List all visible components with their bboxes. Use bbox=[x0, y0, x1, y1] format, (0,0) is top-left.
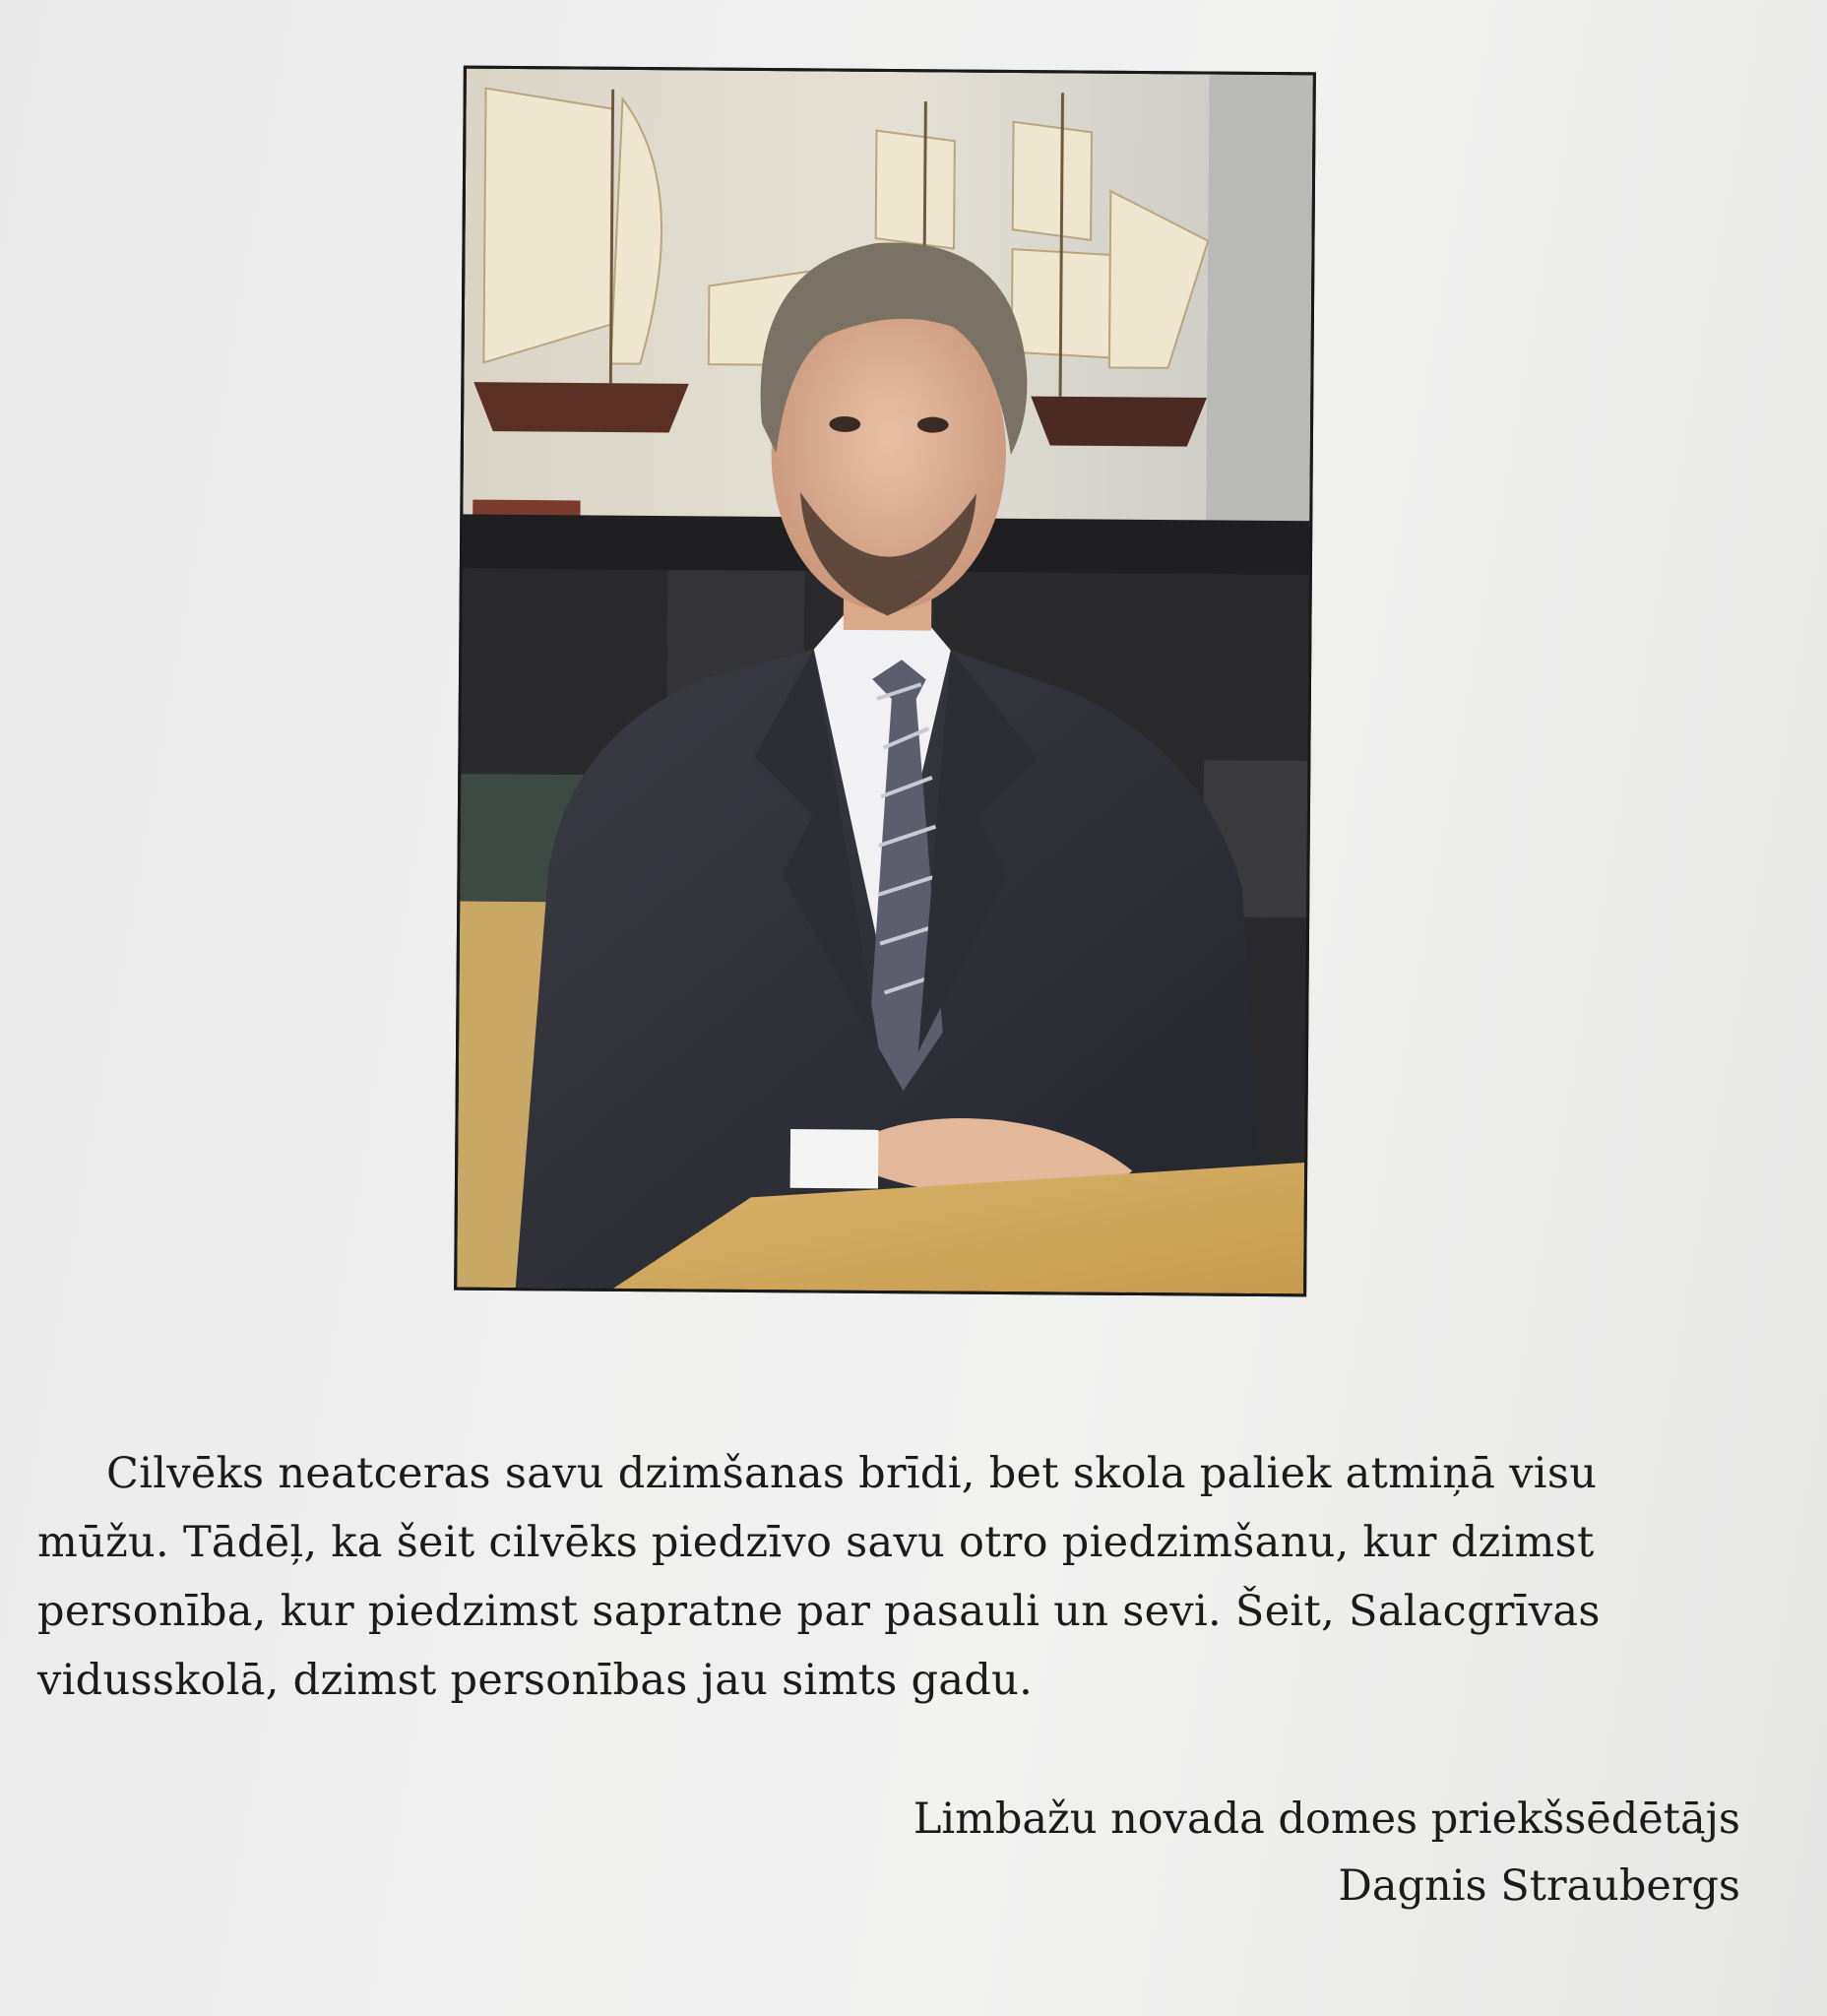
signature-title: Limbažu novada domes priekšsēdētājs bbox=[913, 1795, 1740, 1844]
signature-block bbox=[914, 1786, 1740, 1920]
quote-line: vidusskolā, dzimst personības jau simts gadu. bbox=[37, 1656, 1034, 1705]
quote-line: Cilvēks neatceras savu dzimšanas brīdi, bet skola paliek atmiņā visu bbox=[106, 1449, 1598, 1498]
portrait-photo bbox=[454, 66, 1316, 1297]
quote-paragraph bbox=[37, 1439, 1790, 1715]
quote-line: personība, kur piedzimst sapratne par pasauli un sevi. Šeit, Salacgrīvas bbox=[37, 1587, 1601, 1636]
quote-line: mūžu. Tādēļ, ka šeit cilvēks piedzīvo savu otro piedzimšanu, kur dzimst bbox=[37, 1518, 1595, 1567]
signature-name: Dagnis Straubergs bbox=[1338, 1861, 1740, 1911]
portrait-illustration bbox=[457, 69, 1313, 1294]
